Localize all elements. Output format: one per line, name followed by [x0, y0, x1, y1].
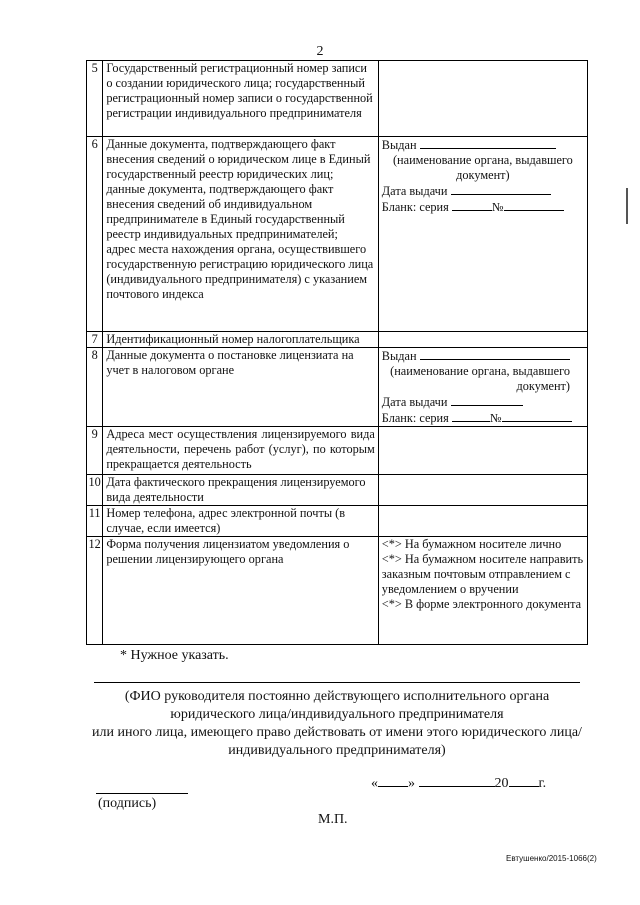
- row-number: 11: [87, 506, 103, 537]
- row-number: 7: [87, 332, 103, 348]
- issuer-blank[interactable]: [420, 137, 556, 149]
- signature-line[interactable]: [96, 793, 188, 794]
- footer-reference: Евтушенко/2015-1066(2): [506, 854, 597, 863]
- series-blank[interactable]: [452, 199, 492, 211]
- fio-line[interactable]: [94, 682, 580, 683]
- delivery-method-field[interactable]: [378, 537, 587, 645]
- number-blank[interactable]: [504, 199, 564, 211]
- issuer-caption: (наименование органа, выдавшего документ): [390, 364, 570, 393]
- table-row: [87, 137, 588, 332]
- delivery-option-in-person[interactable]: <*> На бумажном носителе лично: [381, 537, 562, 551]
- year-blank[interactable]: [509, 775, 539, 787]
- date-line: [371, 775, 546, 792]
- inn-field[interactable]: [378, 332, 587, 348]
- issue-date-blank[interactable]: [451, 183, 551, 195]
- day-blank[interactable]: [378, 775, 408, 787]
- form-series-label: Бланк: серия: [381, 200, 449, 214]
- row-number: 12: [87, 537, 103, 645]
- series-blank[interactable]: [452, 410, 490, 422]
- tax-registration-document-field[interactable]: [378, 348, 587, 427]
- row-label: Номер телефона, адрес электронной почты (в случае, если имеется): [103, 506, 378, 537]
- row-label: Государственный регистрационный номер записи о создании юридического лица; государственный регистрационный номер записи о государственной регистрации индивидуального предпринимателя: [103, 61, 378, 137]
- license-termination-form-table: [86, 60, 588, 645]
- fio-caption: (ФИО руководителя постоянно действующего исполнительного органа юридического лица/индивидуального предпринимателя или иного лица, имеющего право действовать от имени этого юридического лица/индивидуального предпринимателя): [92, 689, 582, 758]
- row-label: Данные документа о постановке лицензиата на учет в налоговом органе: [103, 348, 378, 427]
- number-sign: №: [489, 411, 502, 425]
- registration-document-field[interactable]: [378, 137, 587, 332]
- issued-label: Выдан: [381, 349, 417, 363]
- row-label: Данные документа, подтверждающего факт внесения сведений о юридическом лице в Единый государственный реестр юридических лиц; данные документа, подтверждающего факт внесения сведений об индивидуальном предпринимателе в Единый государственный реестр индивидуальных предпринимателей; адрес места нахождения органа, осуществившего государственную регистрацию юридического лица (индивидуального предпринимателя) с указанием почтового индекса: [103, 137, 378, 332]
- year-prefix: 20: [494, 776, 509, 791]
- issued-label: Выдан: [381, 138, 417, 152]
- form-series-label: Бланк: серия: [381, 411, 449, 425]
- row-number: 6: [87, 137, 103, 332]
- table-row: [87, 537, 588, 645]
- date-close-quote: »: [408, 776, 415, 791]
- row-number: 5: [87, 61, 103, 137]
- table-row: [87, 61, 588, 137]
- row-label: Форма получения лицензиатом уведомления о решении лицензирующего органа: [103, 537, 378, 645]
- state-registration-number-field[interactable]: [378, 61, 587, 137]
- issuer-caption: (наименование органа, выдавшего документ): [392, 153, 573, 182]
- table-row: [87, 427, 588, 475]
- table-row: [87, 348, 588, 427]
- row-number: 10: [87, 475, 103, 506]
- date-open-quote: «: [371, 776, 378, 791]
- stamp-label: М.П.: [318, 812, 348, 827]
- row-label: Дата фактического прекращения лицензируемого вида деятельности: [103, 475, 378, 506]
- month-blank[interactable]: [419, 775, 495, 787]
- page-number: 2: [316, 44, 324, 59]
- issuer-blank[interactable]: [420, 348, 570, 360]
- termination-date-field[interactable]: [378, 475, 587, 506]
- activity-addresses-field[interactable]: [378, 427, 587, 475]
- row-number: 8: [87, 348, 103, 427]
- contact-field[interactable]: [378, 506, 587, 537]
- issue-date-label: Дата выдачи: [381, 184, 448, 198]
- signature-label: (подпись): [98, 796, 157, 811]
- issue-date-blank[interactable]: [451, 394, 523, 406]
- issue-date-label: Дата выдачи: [381, 395, 448, 409]
- table-row: [87, 506, 588, 537]
- year-suffix: г.: [538, 776, 547, 791]
- number-sign: №: [491, 200, 504, 214]
- table-row: [87, 475, 588, 506]
- margin-mark: [626, 188, 628, 224]
- row-label: Идентификационный номер налогоплательщика: [103, 332, 378, 348]
- delivery-option-electronic[interactable]: <*> В форме электронного документа: [381, 597, 582, 611]
- number-blank[interactable]: [502, 410, 572, 422]
- footnote: * Нужное указать.: [120, 648, 229, 663]
- row-label: Адреса мест осуществления лицензируемого вида деятельности, перечень работ (услуг), по которым прекращается деятельность: [103, 427, 378, 475]
- delivery-option-registered-mail[interactable]: <*> На бумажном носителе направить заказным почтовым отправлением с уведомлением о вручении: [381, 552, 584, 596]
- table-row: [87, 332, 588, 348]
- row-number: 9: [87, 427, 103, 475]
